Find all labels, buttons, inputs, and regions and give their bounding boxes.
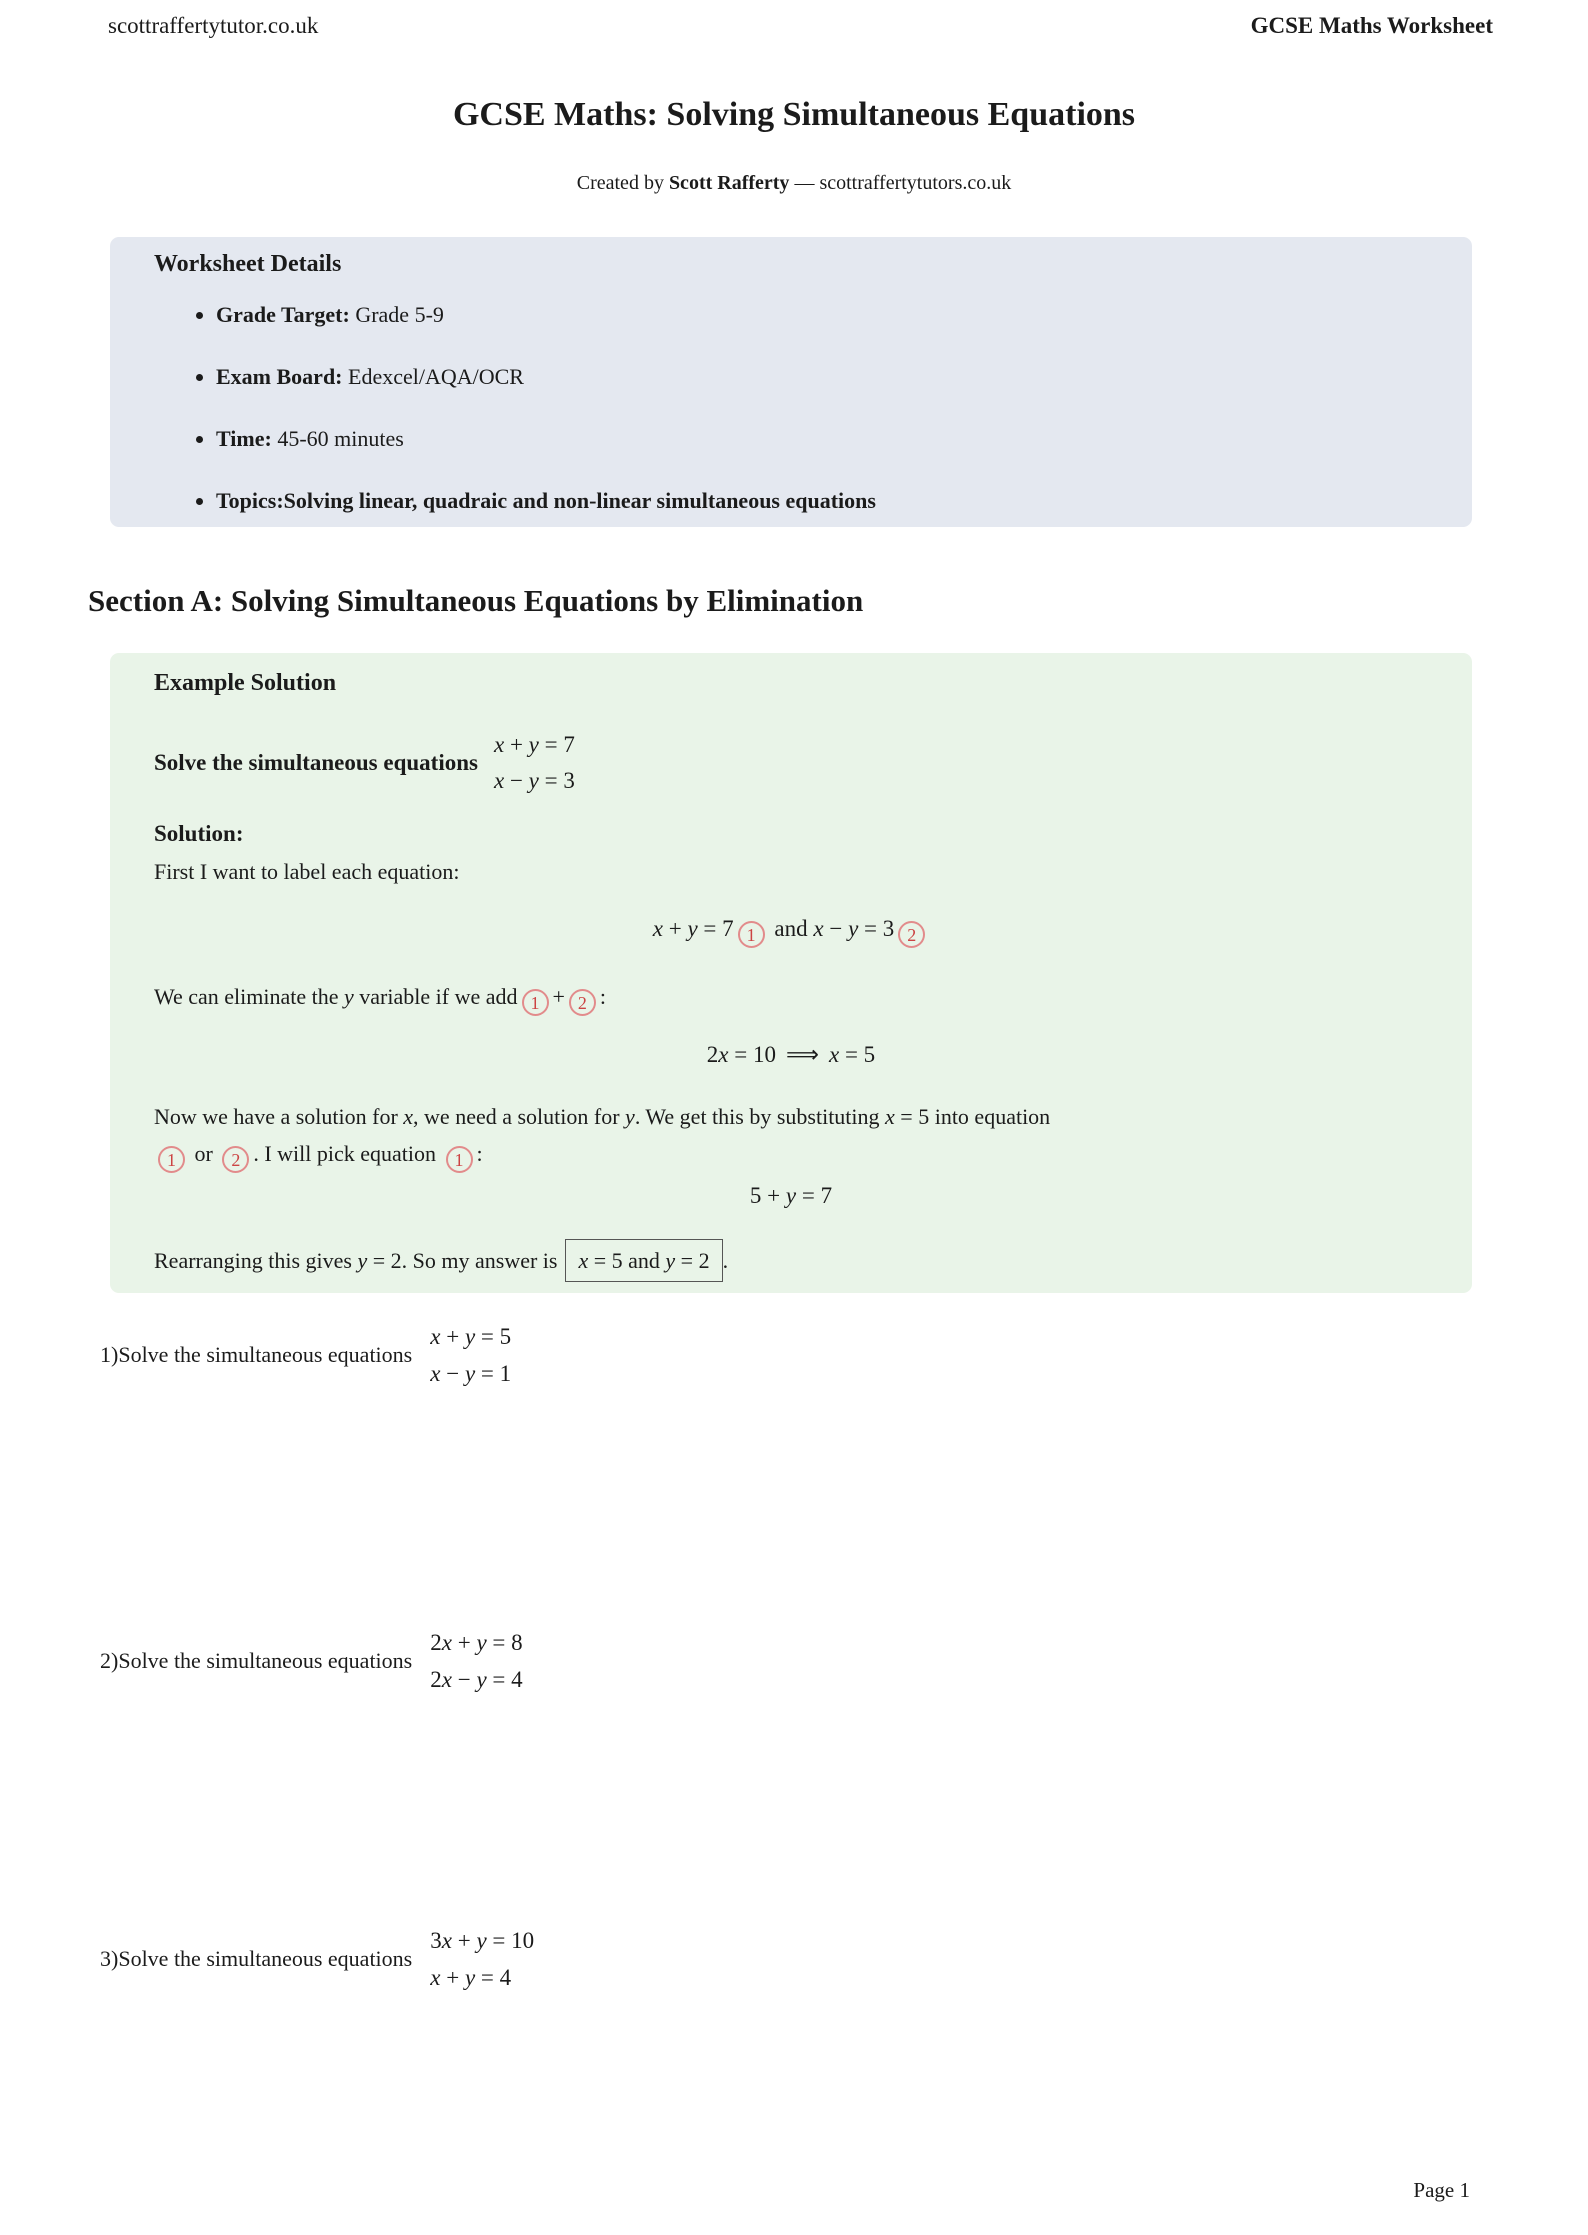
equation-2: x − y = 3	[493, 768, 575, 793]
example-heading: Example Solution	[154, 670, 337, 696]
solution-step-1: First I want to label each equation:	[154, 859, 460, 884]
page-subtitle	[0, 172, 1588, 195]
solution-label: Solution:	[154, 821, 244, 846]
labeled-equations	[154, 916, 1428, 948]
detail-label: Time:	[216, 426, 272, 451]
detail-value: Grade 5-9	[355, 302, 444, 327]
step-2-text: We can eliminate the y variable if we add	[154, 984, 518, 1009]
details-list	[154, 302, 1428, 514]
question-number: 3)	[100, 1946, 119, 1971]
final-answer-line	[154, 1239, 1428, 1282]
detail-label: Exam Board:	[216, 364, 343, 389]
detail-exam-board	[216, 364, 1428, 390]
section-a-heading: Section A: Solving Simultaneous Equations by Elimination	[88, 583, 864, 618]
step-3-pick: . I will pick equation	[253, 1141, 437, 1166]
equation-label-1-icon: 1	[158, 1146, 185, 1173]
elim-left: 2x = 10	[706, 1042, 776, 1067]
subtitle-dash: —	[794, 172, 815, 194]
page-title: GCSE Maths: Solving Simultaneous Equations	[452, 96, 1136, 133]
equation-label-1-icon: 1	[738, 921, 765, 948]
detail-label: Grade Target:	[216, 302, 350, 327]
detail-topics	[216, 488, 1428, 514]
subtitle-prefix: Created by	[576, 172, 664, 194]
equation-1: 3x + y = 10	[430, 1928, 535, 1953]
equation-1: x + y = 5	[430, 1324, 512, 1349]
page-number: Page 1	[1413, 2178, 1470, 2202]
equation-label-2-icon: 2	[569, 989, 596, 1016]
question-prompt: Solve the simultaneous equations	[118, 1342, 413, 1367]
worksheet-details-panel	[110, 237, 1472, 527]
example-solution-panel	[110, 653, 1472, 1293]
question-2	[100, 1624, 523, 1698]
equation-2: x + y = 4	[430, 1965, 512, 1990]
elimination-equation	[154, 1042, 1428, 1068]
equation-1: x + y = 7	[493, 732, 575, 757]
implies-arrow-icon: ⟹	[786, 1042, 819, 1068]
question-2-equations	[430, 1624, 522, 1698]
colon: :	[476, 1141, 483, 1166]
question-number: 1)	[100, 1342, 119, 1367]
question-number: 2)	[100, 1648, 119, 1673]
question-3-equations	[430, 1922, 534, 1996]
question-3	[100, 1922, 534, 1996]
equation-label-2-icon: 2	[898, 921, 925, 948]
example-prompt: Solve the simultaneous equations	[154, 750, 478, 775]
equation-2: x − y = 1	[430, 1361, 512, 1386]
equation-1: 2x + y = 8	[430, 1630, 523, 1655]
solution-step-3	[154, 1098, 1428, 1173]
subtitle-author: Scott Rafferty	[668, 172, 790, 194]
final-answer-box: x = 5 and y = 2	[565, 1239, 722, 1282]
question-1-equations	[430, 1318, 511, 1392]
solution-step-2	[154, 978, 1428, 1016]
labeled-eq-2: x − y = 3	[813, 916, 895, 941]
colon: :	[599, 984, 607, 1009]
question-2-text	[100, 1648, 412, 1674]
final-answer-text: Rearranging this gives y = 2. So my answer is	[154, 1248, 558, 1273]
question-1-text	[100, 1342, 412, 1368]
detail-time	[216, 426, 1428, 452]
equation-2: 2x − y = 4	[430, 1667, 523, 1692]
step-3-or: or	[194, 1141, 213, 1166]
plus-sign: +	[552, 984, 565, 1009]
substitution-equation: 5 + y = 7	[749, 1183, 833, 1208]
elim-right: x = 5	[828, 1042, 876, 1067]
labeled-conjunction: and	[774, 916, 808, 941]
question-prompt: Solve the simultaneous equations	[118, 1946, 413, 1971]
example-equations	[494, 727, 575, 799]
header-site-url: scottraffertytutor.co.uk	[108, 13, 319, 38]
header-doc-type: GCSE Maths Worksheet	[1250, 13, 1493, 38]
question-3-text	[100, 1946, 412, 1972]
detail-value: 45-60 minutes	[277, 426, 404, 451]
equation-label-1-icon: 1	[446, 1146, 473, 1173]
equation-label-2-icon: 2	[222, 1146, 249, 1173]
equation-label-1-icon: 1	[522, 989, 549, 1016]
labeled-eq-1: x + y = 7	[652, 916, 734, 941]
question-prompt: Solve the simultaneous equations	[118, 1648, 413, 1673]
example-prompt-row	[154, 727, 1428, 799]
subtitle-site: scottraffertytutors.co.uk	[819, 172, 1012, 194]
detail-grade-target	[216, 302, 1428, 328]
final-period: .	[722, 1248, 729, 1273]
details-heading: Worksheet Details	[154, 251, 342, 277]
question-1	[100, 1318, 511, 1392]
step-3-line-1: Now we have a solution for x, we need a solution for y. We get this by substituting x = 5 into equation	[154, 1104, 1051, 1129]
detail-label: Topics:Solving linear, quadraic and non-linear simultaneous equations	[216, 488, 876, 513]
detail-value: Edexcel/AQA/OCR	[348, 364, 524, 389]
